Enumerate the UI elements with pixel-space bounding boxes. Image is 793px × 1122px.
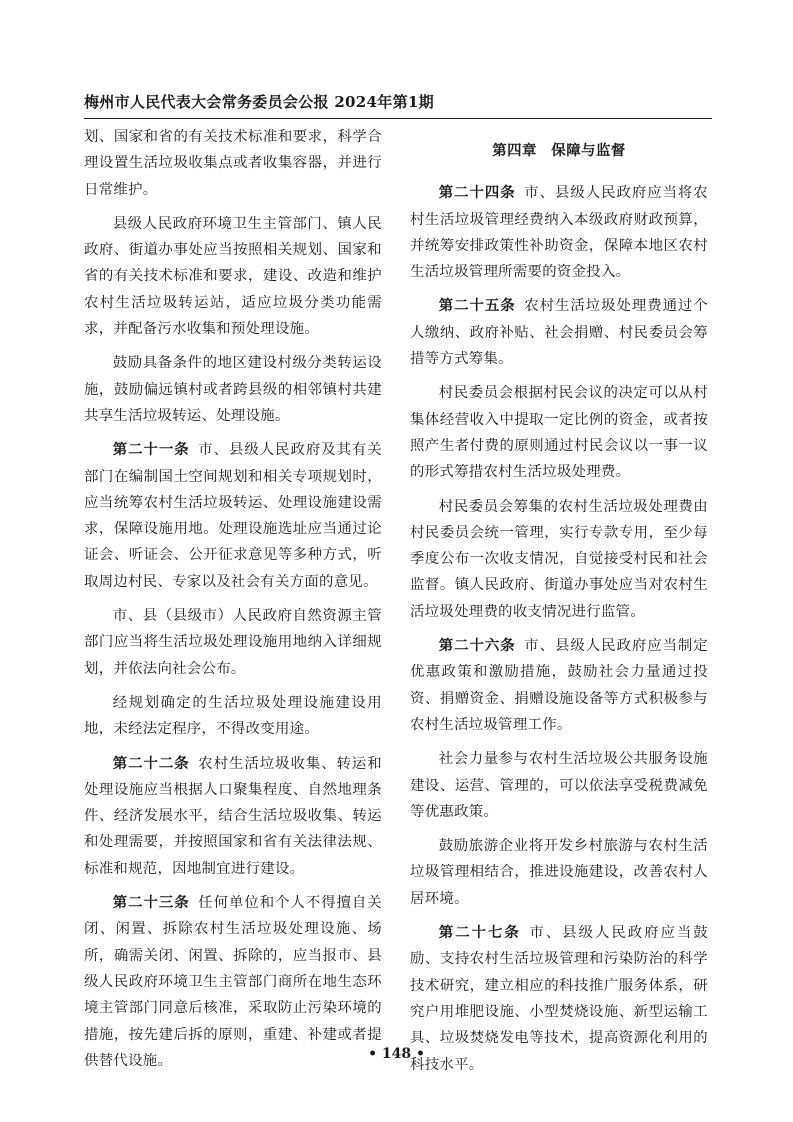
article-22 [84, 751, 382, 882]
right-column [410, 124, 708, 1078]
paragraph-land-use: 经规划确定的生活垃圾处理设施建设用地，未经法定程序，不得改变用途。 [84, 694, 382, 738]
article-27-text: 市、县级人民政府应当鼓励、支持农村生活垃圾管理和污染防治的科学技术研究，建立相应的科技推广服务体系，研究户用堆肥设施、小型焚烧设施、新型运输工具、垃圾焚烧发电等技术，提高资源化利用的科技水平。 [410, 925, 708, 1073]
article-24-label: 第二十四条 [438, 184, 516, 202]
article-22-text: 农村生活垃圾收集、转运和处理设施应当根据人口聚集程度、自然地理条件、经济发展水平，结合生活垃圾收集、转运和处理需要，并按照国家和省有关法律法规、标准和规范，因地制宜进行建设。 [84, 755, 382, 877]
article-24-text: 市、县级人民政府应当将农村生活垃圾管理经费纳入本级政府财政预算，并统筹安排政策性补助资金，保障本地区农村生活垃圾管理所需要的资金投入。 [410, 185, 708, 281]
paragraph-continued: 划、国家和省的有关技术标准和要求，科学合理设置生活垃圾收集点或者收集容器，并进行日常维护。 [84, 129, 382, 198]
article-21 [84, 437, 382, 595]
article-25-text: 农村生活垃圾处理费通过个人缴纳、政府补贴、社会捐赠、村民委员会筹措等方式筹集。 [410, 298, 708, 368]
article-27-label: 第二十七条 [438, 924, 521, 942]
chapter-number: 第四章 [492, 142, 537, 159]
article-22-label: 第二十二条 [112, 754, 190, 772]
left-column [84, 124, 382, 1074]
chapter-heading [410, 138, 708, 164]
paragraph-village-funds: 村民委员会根据村民会议的决定可以从村集体经营收入中提取一定比例的资金，或者按照产生者付费的原则通过村民会议以一事一议的形式筹措农村生活垃圾处理费。 [410, 385, 708, 481]
article-21-label: 第二十一条 [112, 441, 190, 459]
article-24 [410, 180, 708, 285]
paragraph-fund-management: 村民委员会筹集的农村生活垃圾处理费由村民委员会统一管理，实行专款专用，至少每季度公布一次收支情况，自觉接受村民和社会监督。镇人民政府、街道办事处应当对农村生活垃圾处理费的收支情况进行监管。 [410, 498, 708, 620]
article-26-label: 第二十六条 [438, 637, 516, 655]
article-26-text: 市、县级人民政府应当制定优惠政策和激励措施，鼓励社会力量通过投资、捐赠资金、捐赠设施设备等方式积极参与农村生活垃圾管理工作。 [410, 638, 708, 733]
article-23-text: 任何单位和个人不得擅自关闭、闲置、拆除农村生活垃圾处理设施、场所，确需关闭、闲置、拆除的，应当报市、县级人民政府环境卫生主管部门商所在地生态环境主管部门同意后核准，采取防止污染环境的措施，按先建后拆的原则，重建、补建或者提供替代设施。 [84, 895, 382, 1069]
paragraph-land-planning: 市、县（县级市）人民政府自然资源主管部门应当将生活垃圾处理设施用地纳入详细规划，并依法向社会公布。 [84, 608, 382, 677]
article-25 [410, 293, 708, 372]
article-26 [410, 633, 708, 738]
paragraph-transfer-stations: 县级人民政府环境卫生主管部门、镇人民政府、街道办事处应当按照相关规划、国家和省的有关技术标准和要求，建设、改造和维护农村生活垃圾转运站，适应垃圾分类功能需求，并配备污水收集和预处理设施。 [84, 215, 382, 338]
paragraph-shared-facilities: 鼓励具备条件的地区建设村级分类转运设施，鼓励偏远镇村或者跨县级的相邻镇村共建共享生活垃圾转运、处理设施。 [84, 355, 382, 424]
chapter-title: 保障与监督 [551, 142, 626, 159]
page-header: 梅州市人民代表大会常务委员会公报 2024年第1期 [84, 93, 434, 111]
paragraph-tax-relief: 社会力量参与农村生活垃圾公共服务设施建设、运营、管理的，可以依法享受税费减免等优惠政策。 [410, 751, 708, 820]
article-25-label: 第二十五条 [438, 297, 516, 315]
paragraph-rural-tourism: 鼓励旅游企业将开发乡村旅游与农村生活垃圾管理相结合，推进设施建设，改善农村人居环境。 [410, 838, 708, 907]
article-21-text: 市、县级人民政府及其有关部门在编制国土空间规划和相关专项规划时，应当统筹农村生活垃圾转运、处理设施建设需求，保障设施用地。处理设施选址应当通过论证会、听证会、公开征求意见等多种方式，听取周边村民、专家以及社会有关方面的意见。 [84, 442, 382, 590]
article-23-label: 第二十三条 [112, 894, 190, 912]
header-rule [84, 118, 712, 119]
page-number: • 148 • [368, 1046, 425, 1062]
